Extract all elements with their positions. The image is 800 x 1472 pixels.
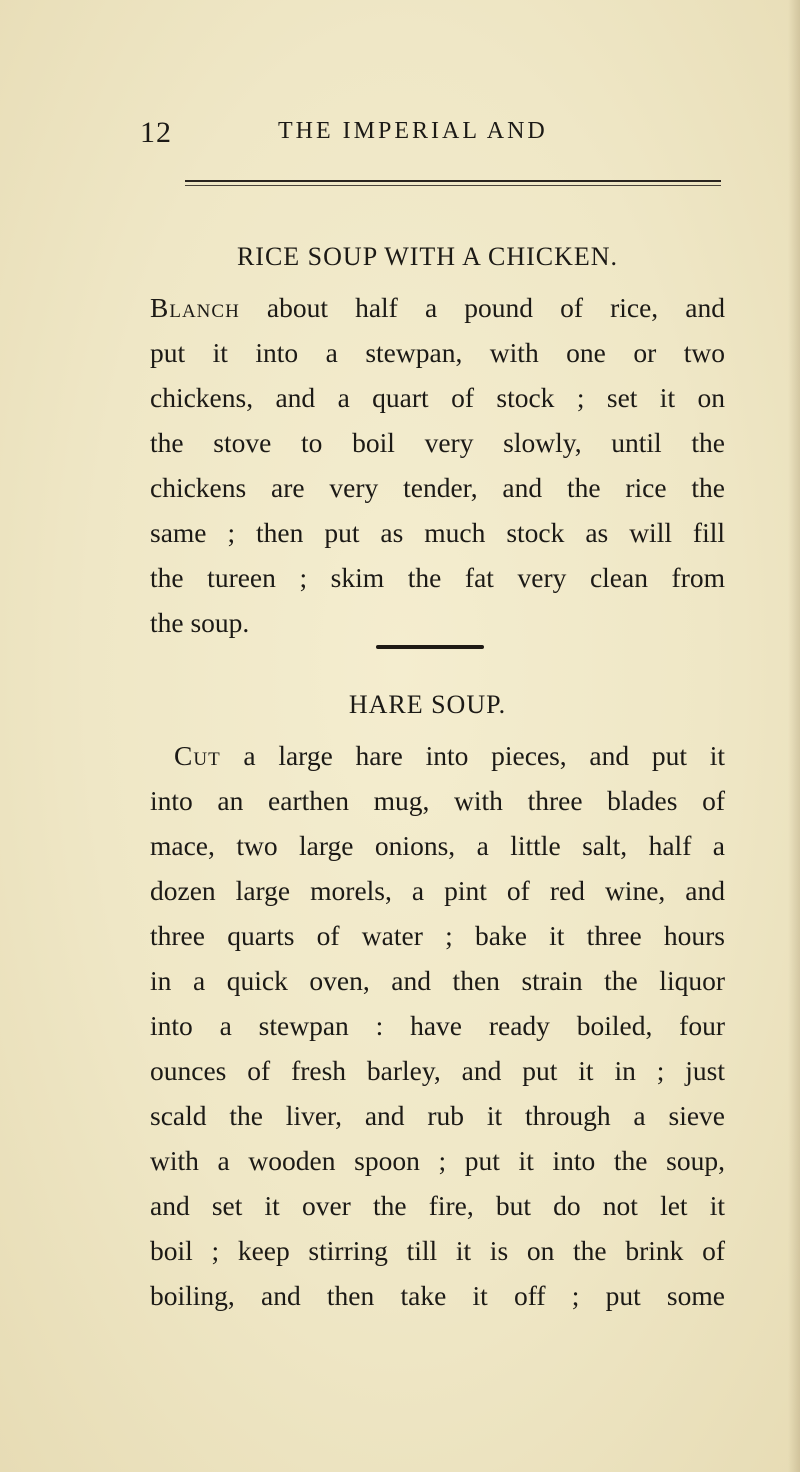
paragraph-line: into a stewpan : have ready boiled, four bbox=[150, 1010, 725, 1041]
paragraph-hare-soup bbox=[150, 733, 725, 1318]
drop-word: Cut a large hare into pieces, and put it bbox=[174, 740, 725, 771]
running-head bbox=[140, 116, 720, 156]
paragraph-line: same ; then put as much stock as will fill bbox=[150, 517, 725, 548]
paragraph-line: scald the liver, and rub it through a sieve bbox=[150, 1100, 725, 1131]
paragraph-line: chickens, and a quart of stock ; set it on bbox=[150, 382, 725, 413]
paragraph-line: and set it over the fire, but do not let it bbox=[150, 1190, 725, 1221]
paragraph-line: ounces of fresh barley, and put it in ; just bbox=[150, 1055, 725, 1086]
section-divider bbox=[376, 645, 484, 649]
paragraph-line bbox=[150, 733, 725, 778]
header-rule-thin bbox=[185, 185, 721, 186]
paragraph-line: chickens are very tender, and the rice the bbox=[150, 472, 725, 503]
paragraph-line bbox=[150, 285, 725, 330]
page-number: 12 bbox=[140, 116, 172, 149]
paragraph-rice-soup bbox=[150, 285, 725, 645]
paragraph-line: boiling, and then take it off ; put some bbox=[150, 1280, 725, 1311]
first-word-small-caps: Cut bbox=[174, 740, 221, 771]
paragraph-line: boil ; keep stirring till it is on the brink of bbox=[150, 1235, 725, 1266]
drop-word: Blanch about half a pound of rice, and bbox=[150, 292, 725, 323]
paragraph-line: mace, two large onions, a little salt, half a bbox=[150, 830, 725, 861]
paragraph-line: the stove to boil very slowly, until the bbox=[150, 427, 725, 458]
paragraph-line: dozen large morels, a pint of red wine, and bbox=[150, 875, 725, 906]
paragraph-line: in a quick oven, and then strain the liquor bbox=[150, 965, 725, 996]
paragraph-line: with a wooden spoon ; put it into the soup, bbox=[150, 1145, 725, 1176]
paragraph-line: into an earthen mug, with three blades of bbox=[150, 785, 725, 816]
paragraph-line: the tureen ; skim the fat very clean from bbox=[150, 562, 725, 593]
running-title: THE IMPERIAL AND bbox=[278, 118, 548, 144]
section-title-hare-soup: HARE SOUP. bbox=[348, 690, 507, 719]
paragraph-line: put it into a stewpan, with one or two bbox=[150, 337, 725, 368]
header-rule bbox=[185, 180, 721, 182]
paragraph-line: the soup. bbox=[150, 607, 250, 638]
first-word-small-caps: Blanch bbox=[150, 292, 240, 323]
paragraph-line: three quarts of water ; bake it three hours bbox=[150, 920, 725, 951]
page-edge-shadow bbox=[788, 0, 800, 1472]
section-title-rice-soup: RICE SOUP WITH A CHICKEN. bbox=[236, 242, 619, 271]
